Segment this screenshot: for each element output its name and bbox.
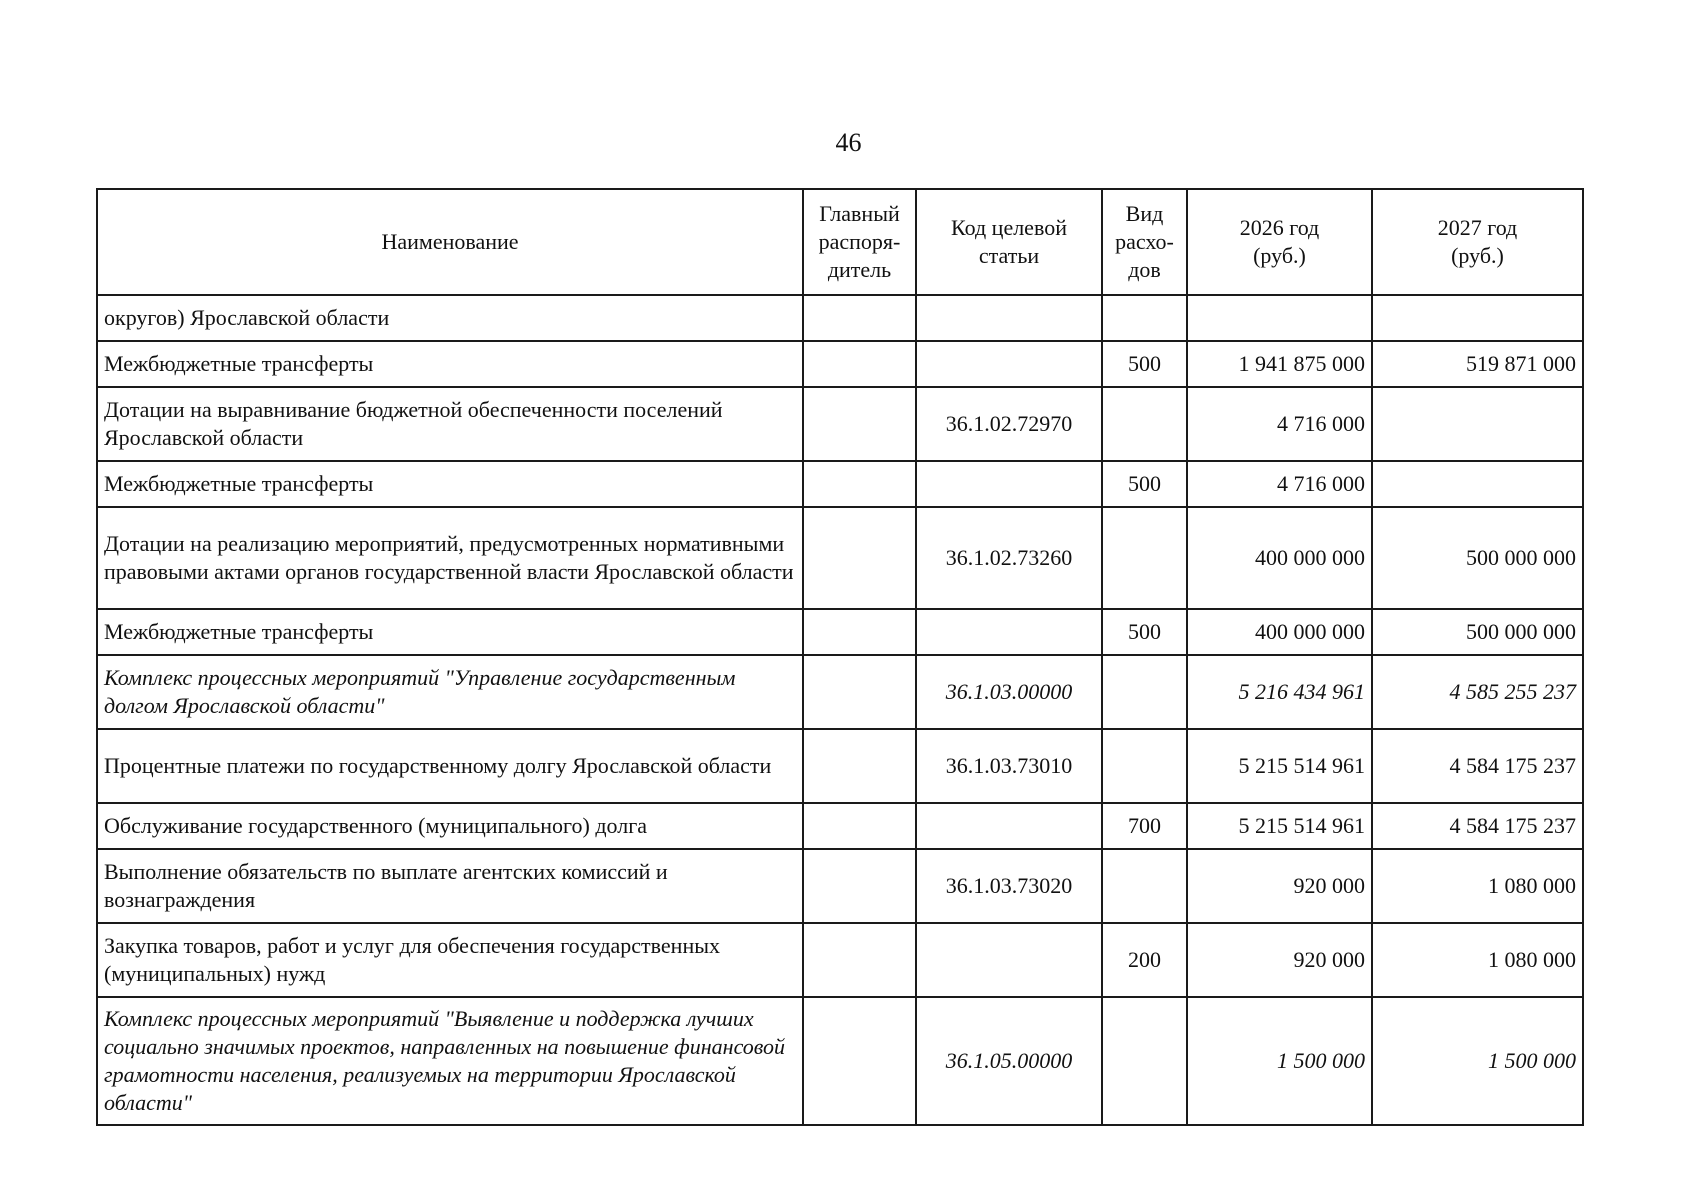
table-row bbox=[97, 655, 1583, 729]
cell-2027: 4 584 175 237 bbox=[1372, 729, 1583, 803]
header-manager bbox=[803, 189, 916, 295]
header-manager-line: Главный bbox=[819, 201, 900, 226]
cell-expense-type bbox=[1102, 729, 1187, 803]
cell-name: Дотации на выравнивание бюджетной обеспеченности поселений Ярославской области bbox=[97, 387, 803, 461]
cell-expense-type bbox=[1102, 997, 1187, 1125]
cell-code: 36.1.02.73260 bbox=[916, 507, 1102, 609]
cell-expense-type: 500 bbox=[1102, 341, 1187, 387]
cell-name: Выполнение обязательств по выплате агентских комиссий и вознаграждения bbox=[97, 849, 803, 923]
table-row bbox=[97, 997, 1583, 1125]
cell-2027 bbox=[1372, 295, 1583, 341]
header-year-2026 bbox=[1187, 189, 1372, 295]
table-row bbox=[97, 609, 1583, 655]
page-number: 46 bbox=[835, 128, 862, 157]
cell-name: Межбюджетные трансферты bbox=[97, 609, 803, 655]
cell-manager bbox=[803, 729, 916, 803]
cell-name: Обслуживание государственного (муниципального) долга bbox=[97, 803, 803, 849]
cell-2026 bbox=[1187, 295, 1372, 341]
cell-expense-type: 500 bbox=[1102, 609, 1187, 655]
header-name: Наименование bbox=[97, 189, 803, 295]
cell-name: Межбюджетные трансферты bbox=[97, 341, 803, 387]
header-expense-type-line: Вид bbox=[1125, 201, 1164, 226]
header-code-line: Код целевой bbox=[951, 215, 1067, 240]
table-row bbox=[97, 295, 1583, 341]
cell-name: Дотации на реализацию мероприятий, предусмотренных нормативными правовыми актами органов государственной власти Ярославской области bbox=[97, 507, 803, 609]
cell-code bbox=[916, 341, 1102, 387]
header-year-2026-line: 2026 год bbox=[1239, 215, 1320, 240]
cell-code bbox=[916, 923, 1102, 997]
header-expense-type bbox=[1102, 189, 1187, 295]
cell-name: Комплекс процессных мероприятий "Выявление и поддержка лучших социально значимых проектов, направленных на повышение финансовой грамотности населения, реализуемых на территории Ярославской области" bbox=[97, 997, 803, 1125]
cell-name: Межбюджетные трансферты bbox=[97, 461, 803, 507]
cell-expense-type bbox=[1102, 849, 1187, 923]
cell-code: 36.1.03.73020 bbox=[916, 849, 1102, 923]
cell-manager bbox=[803, 803, 916, 849]
cell-name: Закупка товаров, работ и услуг для обеспечения государственных (муниципальных) нужд bbox=[97, 923, 803, 997]
table-header-row bbox=[97, 189, 1583, 295]
header-year-2027 bbox=[1372, 189, 1583, 295]
cell-name: Процентные платежи по государственному долгу Ярославской области bbox=[97, 729, 803, 803]
cell-2027: 519 871 000 bbox=[1372, 341, 1583, 387]
header-code-line: статьи bbox=[978, 243, 1040, 268]
cell-expense-type bbox=[1102, 655, 1187, 729]
cell-2027 bbox=[1372, 461, 1583, 507]
cell-expense-type: 500 bbox=[1102, 461, 1187, 507]
cell-expense-type: 200 bbox=[1102, 923, 1187, 997]
table-row bbox=[97, 461, 1583, 507]
cell-expense-type bbox=[1102, 387, 1187, 461]
table-row bbox=[97, 387, 1583, 461]
cell-code bbox=[916, 609, 1102, 655]
cell-code: 36.1.03.00000 bbox=[916, 655, 1102, 729]
table-row bbox=[97, 849, 1583, 923]
cell-expense-type bbox=[1102, 295, 1187, 341]
cell-expense-type bbox=[1102, 507, 1187, 609]
header-year-2026-line: (руб.) bbox=[1253, 243, 1306, 268]
cell-manager bbox=[803, 341, 916, 387]
cell-2027: 1 080 000 bbox=[1372, 849, 1583, 923]
cell-2027: 4 585 255 237 bbox=[1372, 655, 1583, 729]
cell-2026: 4 716 000 bbox=[1187, 461, 1372, 507]
cell-manager bbox=[803, 849, 916, 923]
cell-2027: 4 584 175 237 bbox=[1372, 803, 1583, 849]
cell-code bbox=[916, 803, 1102, 849]
table-row bbox=[97, 507, 1583, 609]
cell-manager bbox=[803, 461, 916, 507]
budget-table bbox=[96, 188, 1584, 1126]
cell-code: 36.1.02.72970 bbox=[916, 387, 1102, 461]
cell-2026: 400 000 000 bbox=[1187, 609, 1372, 655]
cell-2026: 400 000 000 bbox=[1187, 507, 1372, 609]
header-expense-type-line: дов bbox=[1128, 257, 1161, 282]
cell-manager bbox=[803, 655, 916, 729]
header-code bbox=[916, 189, 1102, 295]
cell-code: 36.1.05.00000 bbox=[916, 997, 1102, 1125]
cell-manager bbox=[803, 609, 916, 655]
table-row bbox=[97, 803, 1583, 849]
cell-2026: 5 216 434 961 bbox=[1187, 655, 1372, 729]
cell-2026: 5 215 514 961 bbox=[1187, 729, 1372, 803]
cell-2027: 500 000 000 bbox=[1372, 609, 1583, 655]
header-manager-line: распоря- bbox=[818, 229, 901, 254]
header-year-2027-line: 2027 год bbox=[1437, 215, 1518, 240]
table-row bbox=[97, 341, 1583, 387]
cell-name: округов) Ярославской области bbox=[97, 295, 803, 341]
cell-manager bbox=[803, 295, 916, 341]
header-expense-type-line: расхо- bbox=[1115, 229, 1174, 254]
table-row bbox=[97, 923, 1583, 997]
cell-manager bbox=[803, 507, 916, 609]
cell-code: 36.1.03.73010 bbox=[916, 729, 1102, 803]
cell-2026: 1 500 000 bbox=[1187, 997, 1372, 1125]
table-row bbox=[97, 729, 1583, 803]
cell-2026: 4 716 000 bbox=[1187, 387, 1372, 461]
cell-manager bbox=[803, 923, 916, 997]
cell-2027: 1 500 000 bbox=[1372, 997, 1583, 1125]
cell-manager bbox=[803, 997, 916, 1125]
cell-2026: 5 215 514 961 bbox=[1187, 803, 1372, 849]
header-year-2027-line: (руб.) bbox=[1451, 243, 1504, 268]
cell-expense-type: 700 bbox=[1102, 803, 1187, 849]
cell-2027 bbox=[1372, 387, 1583, 461]
cell-2027: 500 000 000 bbox=[1372, 507, 1583, 609]
cell-code bbox=[916, 461, 1102, 507]
cell-manager bbox=[803, 387, 916, 461]
header-manager-line: дитель bbox=[827, 257, 892, 282]
cell-name: Комплекс процессных мероприятий "Управление государственным долгом Ярославской области" bbox=[97, 655, 803, 729]
cell-2026: 920 000 bbox=[1187, 849, 1372, 923]
cell-2026: 1 941 875 000 bbox=[1187, 341, 1372, 387]
cell-code bbox=[916, 295, 1102, 341]
cell-2026: 920 000 bbox=[1187, 923, 1372, 997]
cell-2027: 1 080 000 bbox=[1372, 923, 1583, 997]
